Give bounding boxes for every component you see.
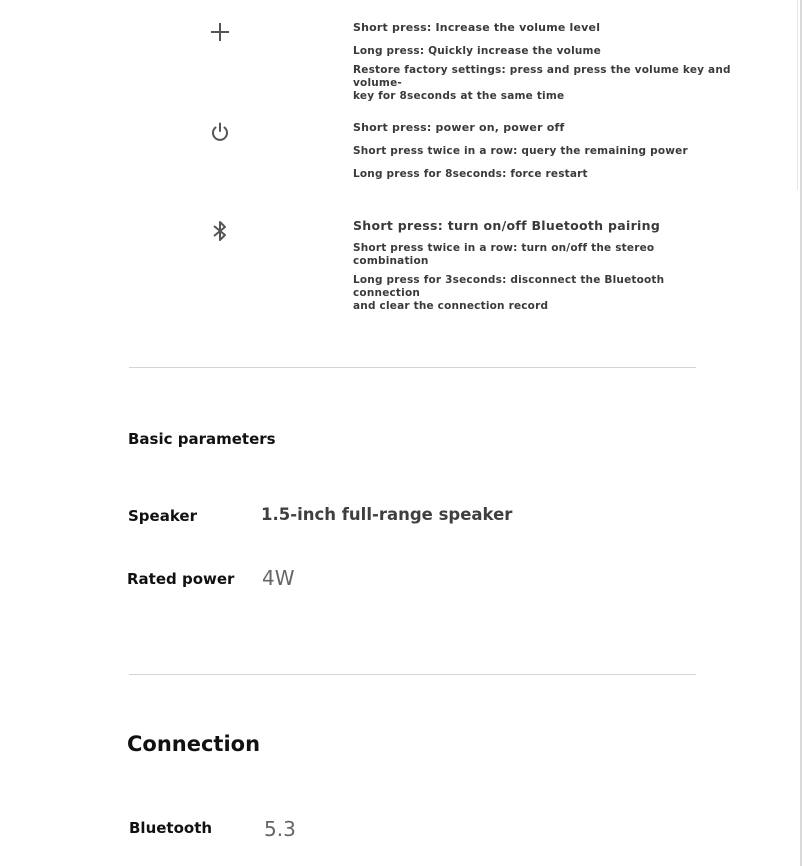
power-long-press: Long press for 8seconds: force restart — [353, 168, 588, 180]
bluetooth-description — [353, 219, 733, 313]
basic-parameters-title: Basic parameters — [128, 430, 276, 448]
bluetooth-label: Bluetooth — [129, 819, 213, 837]
bluetooth-long-press: Long press for 3seconds: disconnect the Bluetooth connection and clear the connection record — [353, 274, 665, 312]
volume-up-long-press: Long press: Quickly increase the volume — [353, 45, 602, 57]
power-icon — [207, 119, 233, 145]
power-short-press: Short press: power on, power off — [353, 121, 565, 134]
rated-power-value: 4W — [262, 566, 295, 590]
volume-up-description — [353, 21, 733, 103]
rated-power-label: Rated power — [127, 570, 235, 588]
divider-top — [129, 367, 696, 368]
bluetooth-icon — [207, 218, 233, 244]
speaker-label: Speaker — [128, 507, 197, 525]
volume-up-factory-reset: Restore factory settings: press and press the volume key and volume- key for 8seconds at the same time — [353, 64, 731, 102]
power-double-press: Short press twice in a row: query the remaining power — [353, 145, 688, 157]
volume-up-short-press: Short press: Increase the volume level — [353, 21, 601, 34]
page-edge-inner — [797, 0, 798, 190]
speaker-value: 1.5-inch full-range speaker — [261, 505, 513, 524]
connection-title: Connection — [127, 732, 261, 756]
plus-icon — [207, 19, 233, 45]
bluetooth-double-press: Short press twice in a row: turn on/off the stereo combination — [353, 242, 659, 267]
divider-bottom — [129, 674, 696, 675]
bluetooth-version-value: 5.3 — [264, 817, 296, 841]
power-description — [353, 121, 733, 181]
bluetooth-short-press: Short press: turn on/off Bluetooth pairing — [353, 218, 661, 233]
